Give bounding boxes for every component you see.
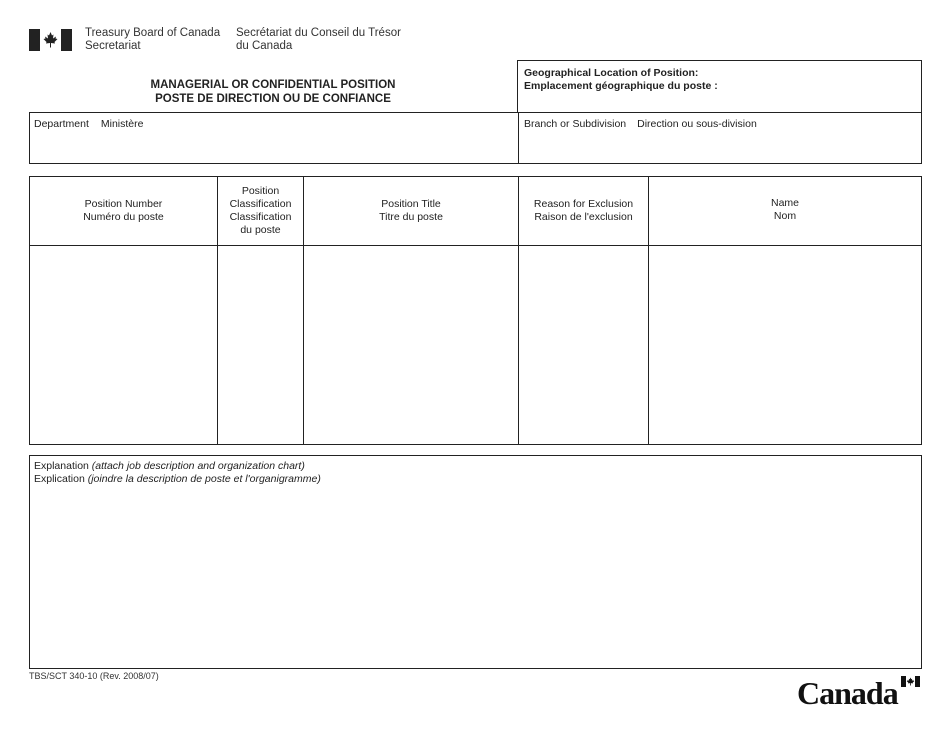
- column-header-name: Name Nom: [770, 197, 799, 222]
- name-input[interactable]: [649, 246, 921, 444]
- geo-location-label-en: Geographical Location of Position:: [524, 67, 699, 79]
- classification-input[interactable]: [218, 246, 303, 444]
- column-header-position-title: Position Title Titre du poste: [379, 198, 443, 223]
- column-header-reason-for-exclusion: Reason for Exclusion Raison de l'exclusion: [533, 198, 634, 223]
- explanation-label-fr: Explication (joindre la description de poste et l'organigramme): [34, 473, 321, 485]
- department-name-en: Treasury Board of Canada Secretariat: [85, 27, 221, 52]
- geo-location-field[interactable]: [517, 60, 922, 113]
- branch-label-fr: Direction ou sous-division: [637, 118, 757, 130]
- department-name-fr: Secrétariat du Conseil du Trésor du Canada: [236, 27, 401, 52]
- position-title-input[interactable]: [304, 246, 518, 444]
- department-field[interactable]: [30, 113, 517, 163]
- form-title: [29, 79, 517, 106]
- form-title-en: MANAGERIAL OR CONFIDENTIAL POSITION: [150, 79, 396, 91]
- branch-label-en: Branch or Subdivision: [524, 118, 627, 130]
- wordmark-flag-icon: [901, 676, 920, 687]
- geo-location-label-fr: Emplacement géographique du poste :: [524, 80, 718, 92]
- column-header-classification: Position Classification Classification du poste: [229, 185, 292, 236]
- canada-wordmark: [797, 673, 923, 709]
- column-header-position-number: Position Number Numéro du poste: [83, 198, 164, 223]
- canada-flag-icon: [29, 29, 72, 51]
- form-title-fr: POSTE DE DIRECTION OU DE CONFIANCE: [155, 92, 391, 105]
- department-label-en: Department: [34, 118, 89, 130]
- canada-wordmark-text: Canada: [797, 675, 898, 711]
- positions-table: [29, 176, 922, 445]
- explanation-label-en: Explanation (attach job description and organization chart): [34, 460, 305, 472]
- position-number-input[interactable]: [30, 246, 217, 444]
- explanation-field[interactable]: [29, 455, 922, 669]
- form-number: TBS/SCT 340-10 (Rev. 2008/07): [29, 671, 159, 681]
- reason-for-exclusion-input[interactable]: [519, 246, 648, 444]
- branch-field[interactable]: [518, 113, 921, 163]
- department-label-fr: Ministère: [100, 118, 144, 130]
